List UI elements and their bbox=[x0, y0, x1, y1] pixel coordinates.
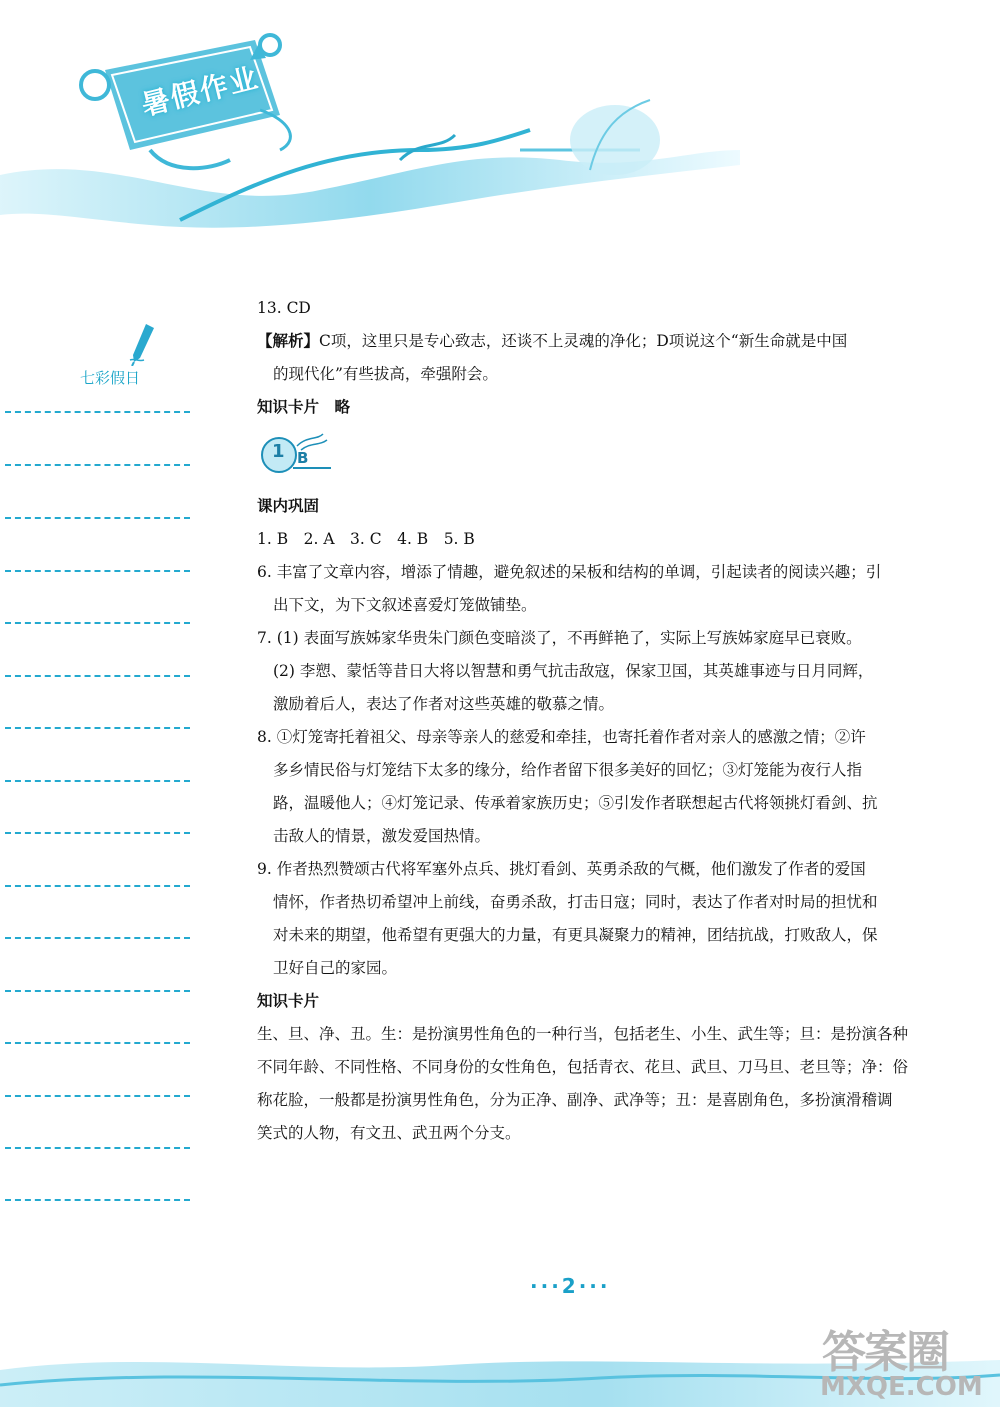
q9-answer: 对未来的期望，他希望有更强大的力量，有更具凝聚力的精神，团结抗战，打败敌人，保 bbox=[273, 926, 878, 944]
note-line bbox=[5, 1147, 190, 1149]
sidebar-label: 七彩假日 bbox=[80, 369, 141, 387]
pen-icon bbox=[128, 322, 158, 366]
note-line bbox=[5, 464, 190, 466]
knowledge-card-heading: 知识卡片 bbox=[257, 992, 320, 1010]
q9-answer: 情怀，作者热切希望冲上前线，奋勇杀敌，打击日寇；同时，表达了作者对时局的担忧和 bbox=[273, 893, 878, 911]
knowledge-card-text: 不同年龄、不同性格、不同身份的女性角色，包括青衣、花旦、武旦、刀马旦、老旦等；净：俗 bbox=[257, 1058, 909, 1076]
section-badge bbox=[257, 428, 889, 490]
q6-answer: 出下文，为下文叙述喜爱灯笼做铺垫。 bbox=[273, 596, 537, 614]
note-line bbox=[5, 727, 190, 729]
note-line bbox=[5, 675, 190, 677]
q7-answer: 7. (1) 表面写族姊家华贵朱门颜色变暗淡了，不再鲜艳了，实际上写族姊家庭早已衰败。 bbox=[257, 629, 862, 647]
badge-number: 1 bbox=[272, 441, 285, 462]
knowledge-card-heading: 知识卡片 略 bbox=[257, 398, 351, 416]
note-line bbox=[5, 990, 190, 992]
note-line bbox=[5, 885, 190, 887]
analysis-label: 【解析】 bbox=[257, 332, 320, 350]
q8-answer: 击敌人的情景，激发爱国热情。 bbox=[273, 827, 491, 845]
note-line bbox=[5, 411, 190, 413]
note-line bbox=[5, 570, 190, 572]
page-number: ···2··· bbox=[530, 1274, 611, 1298]
q8-answer: 多乡情民俗与灯笼结下太多的缘分，给作者留下很多美好的回忆；③灯笼能为夜行人指 bbox=[273, 761, 863, 779]
analysis-line: 的现代化”有些拔高，牵强附会。 bbox=[273, 365, 498, 383]
q6-answer: 6. 丰富了文章内容，增添了情趣，避免叙述的呆板和结构的单调，引起读者的阅读兴趣；引 bbox=[257, 563, 882, 581]
note-line bbox=[5, 780, 190, 782]
note-line bbox=[5, 1042, 190, 1044]
badge-letter: B bbox=[297, 449, 309, 467]
analysis-line bbox=[257, 325, 889, 358]
note-line bbox=[5, 1199, 190, 1201]
q13-answer: 13. CD bbox=[257, 299, 311, 317]
note-line bbox=[5, 937, 190, 939]
analysis-text: C项，这里只是专心致志，还谈不上灵魂的净化；D项说这个“新生命就是中国 bbox=[319, 332, 848, 350]
answer-content bbox=[257, 292, 909, 1150]
knowledge-card-text: 称花脸，一般都是扮演男性角色，分为正净、副净、武净等；丑：是喜剧角色，多扮演滑稽调 bbox=[257, 1091, 893, 1109]
q8-answer: 8. ①灯笼寄托着祖父、母亲等亲人的慈爱和牵挂，也寄托着作者对亲人的感激之情；②许 bbox=[257, 728, 866, 746]
q8-answer: 路，温暖他人；④灯笼记录、传承着家族历史；⑤引发作者联想起古代将领挑灯看剑、抗 bbox=[273, 794, 878, 812]
knowledge-card-text: 笑式的人物，有文丑、武丑两个分支。 bbox=[257, 1124, 521, 1142]
q7-answer: (2) 李愬、蒙恬等昔日大将以智慧和勇气抗击敌寇，保家卫国，其英雄事迹与日月同辉， bbox=[273, 662, 874, 680]
watermark-url: MXQE.COM bbox=[820, 1372, 983, 1402]
note-line bbox=[5, 832, 190, 834]
knowledge-card-text: 生、旦、净、丑。生：是扮演男性角色的一种行当，包括老生、小生、武生等；旦：是扮演各种 bbox=[257, 1025, 909, 1043]
note-line bbox=[5, 1095, 190, 1097]
note-line bbox=[5, 517, 190, 519]
note-line bbox=[5, 622, 190, 624]
brand-title: 暑假作业 bbox=[138, 60, 263, 122]
watermark-logo: 答案圈 bbox=[822, 1327, 948, 1378]
q9-answer: 9. 作者热烈赞颂古代将军塞外点兵、挑灯看剑、英勇杀敌的气概，他们激发了作者的爱国 bbox=[257, 860, 866, 878]
section-title: 课内巩固 bbox=[257, 497, 320, 515]
q9-answer: 卫好自己的家园。 bbox=[273, 959, 398, 977]
q7-answer: 激励着后人，表达了作者对这些英雄的敬慕之情。 bbox=[273, 695, 615, 713]
answers-1-5: 1. B 2. A 3. C 4. B 5. B bbox=[257, 530, 475, 548]
